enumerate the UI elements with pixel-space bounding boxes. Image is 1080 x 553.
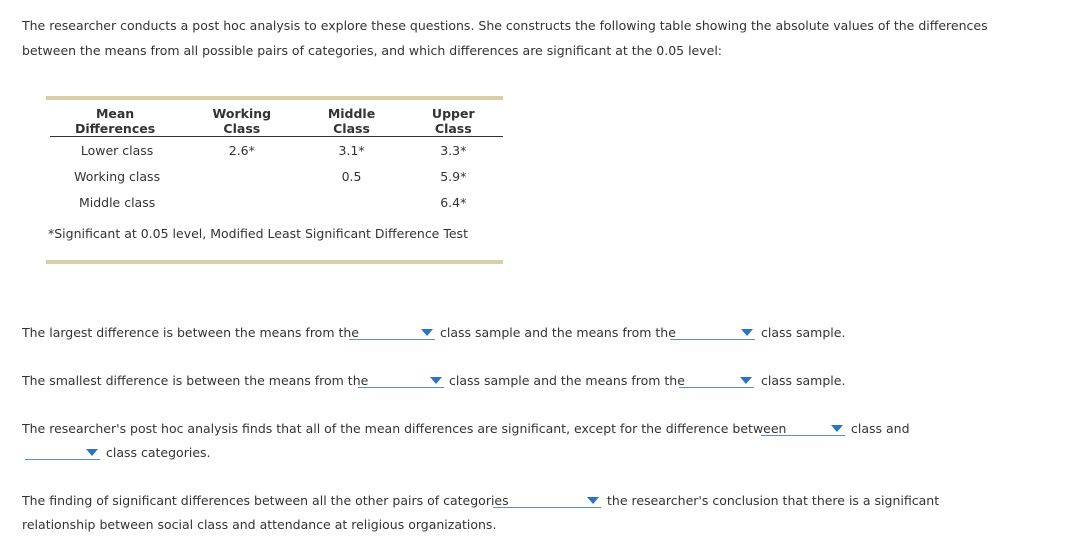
header-middle-class: Middle Class xyxy=(299,106,403,137)
q4-text-c: relationship between social class and attendance at religious organizations. xyxy=(22,517,497,532)
mean-differences-table xyxy=(50,106,503,215)
q1-text-b: class sample and the means from the xyxy=(440,325,676,340)
header-working-class: Working Class xyxy=(184,106,299,137)
cell: 5.9* xyxy=(440,168,467,184)
q2-dropdown-1[interactable] xyxy=(358,373,444,388)
q2-text-a: The smallest difference is between the means from the xyxy=(22,373,369,388)
mean-differences-table-box xyxy=(46,96,503,264)
q4-text-b: the researcher's conclusion that there is a significant xyxy=(607,493,940,508)
q3-text-c: class categories. xyxy=(106,445,211,460)
q4-text-a: The finding of significant differences between all the other pairs of categories xyxy=(22,493,509,508)
q3-dropdown-1[interactable] xyxy=(761,421,845,436)
q2-text-c: class sample. xyxy=(761,373,846,388)
q3-dropdown-2[interactable] xyxy=(25,445,100,460)
chevron-down-icon xyxy=(741,329,753,336)
q1-dropdown-2[interactable] xyxy=(670,325,755,340)
intro-paragraph: The researcher conducts a post hoc analysis to explore these questions. She constructs the following table showing the absolute values of the differences between the means from all possible pairs of categories, and which differences are significant at the 0.05 level: xyxy=(22,18,988,58)
header-mean-differences: Mean Differences xyxy=(50,106,184,137)
cell: 2.6* xyxy=(228,142,255,158)
table-row xyxy=(50,137,503,164)
row-label: Middle class xyxy=(78,194,156,210)
q1-text-c: class sample. xyxy=(761,325,846,340)
chevron-down-icon xyxy=(587,497,599,504)
table-row xyxy=(50,189,503,215)
q1-dropdown-1[interactable] xyxy=(349,325,435,340)
q3-text-b: class and xyxy=(851,421,910,436)
chevron-down-icon xyxy=(86,449,98,456)
q4-dropdown[interactable] xyxy=(493,493,601,508)
chevron-down-icon xyxy=(831,425,843,432)
cell: 0.5 xyxy=(341,168,362,184)
table-row xyxy=(50,163,503,189)
chevron-down-icon xyxy=(421,329,433,336)
row-label: Working class xyxy=(74,168,161,184)
chevron-down-icon xyxy=(740,377,752,384)
q2-text-b: class sample and the means from the xyxy=(449,373,685,388)
cell xyxy=(184,163,299,189)
q3-text-a: The researcher's post hoc analysis finds that all of the mean differences are significant, except for the difference between xyxy=(22,421,787,436)
cell: 3.1* xyxy=(338,142,365,158)
cell xyxy=(184,189,299,215)
row-label: Lower class xyxy=(80,142,154,158)
q1-text-a: The largest difference is between the means from the xyxy=(22,325,359,340)
cell: 6.4* xyxy=(440,194,467,210)
chevron-down-icon xyxy=(430,377,442,384)
cell xyxy=(299,189,403,215)
header-upper-class: Upper Class xyxy=(404,106,503,137)
q2-dropdown-2[interactable] xyxy=(679,373,754,388)
cell: 3.3* xyxy=(440,142,467,158)
table-footnote: *Significant at 0.05 level, Modified Least Significant Difference Test xyxy=(48,226,468,241)
